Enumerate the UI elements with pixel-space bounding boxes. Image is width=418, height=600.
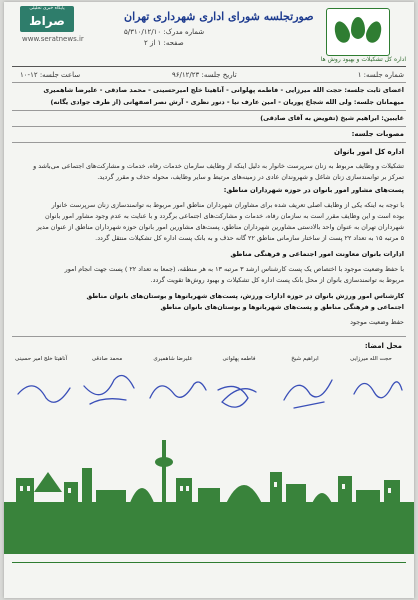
approvals-heading: مصوبات جلسه: xyxy=(351,130,404,138)
p2-line-2: بوده است و این وظایف مقرر است به سازمان رفاه، خدمات و مشارکت‌های اجتماعی برگردد و با عنایت به عدم وجود مشاور امور بانوان xyxy=(45,212,404,220)
p2-line-4: ۵ مرتبه ۱۵ به تعداد ۲۲ پست از ساختار سازمانی مناطق ۲۲ گانه حذف و به بانک پست اداره کل تشکیلات منتقل گردد. xyxy=(95,234,404,242)
signature-name-4: علیرضا شاهمیری xyxy=(153,356,193,362)
signature-scribble-6 xyxy=(18,386,70,402)
tehran-skyline xyxy=(4,432,414,554)
footer-divider xyxy=(12,562,406,563)
general-dept-heading: اداره کل امور بانوان xyxy=(334,148,404,156)
stamp-title: صراط xyxy=(29,14,65,28)
header-divider xyxy=(12,66,406,67)
p2-line-3: شهرداران تهران به عنوان واحد بالادستی مشاورین شهرداران مناطق، پست‌های مشاورین امور بانوان حوزه شهرداران مناطق از عنوان مدیر xyxy=(36,223,404,231)
signature-name-6: آناهیتا خلج امیر حسینی xyxy=(14,356,68,362)
news-stamp xyxy=(20,6,74,32)
absent-divider xyxy=(12,126,406,127)
section-heading-women-offices: ادارات بانوان معاونت امور اجتماعی و فرهنگی مناطق xyxy=(230,250,404,258)
signature-name-5: محمد صادقی xyxy=(91,356,123,362)
signature-scribble-1 xyxy=(354,382,402,398)
signatures-heading: محل امضا: xyxy=(364,342,402,350)
municipality-logo xyxy=(326,8,390,56)
attendees-divider xyxy=(12,110,406,111)
page-number: صفحه: ۱ از ۲ xyxy=(144,39,184,47)
approvals-divider xyxy=(12,142,406,143)
session-date: تاریخ جلسه: ۹۶/۱۲/۲۳ xyxy=(172,71,237,79)
stamp-subtitle: پایگاه خبری تحلیلی xyxy=(29,6,65,11)
signature-scribble-5 xyxy=(84,376,134,405)
document-page xyxy=(4,2,414,598)
members-line: اعضای ثابت جلسه: حجت الله میرزایی - فاطمه پهلوانی - آناهیتا خلج امیرحسینی - محمد صادقی - علیرضا شاهمیری xyxy=(43,86,404,94)
org-subtitle: اداره کل تشکیلات و بهبود روش ها xyxy=(320,56,406,63)
document-title: صورتجلسه شورای اداری شهرداری تهران xyxy=(124,10,314,23)
signature-name-2: ابراهیم شیخ xyxy=(291,356,319,362)
p2-line-1: با توجه به اینکه یکی از وظایف اصلی تعریف شده برای مشاوران شهرداران مناطق امور مربوط به توانمندسازی زنان سرپرست خانوار xyxy=(51,201,404,209)
signatures-ink xyxy=(4,364,414,424)
meta-divider xyxy=(12,82,406,83)
section-heading-advisors: پست‌های مشاور امور بانوان در حوزه شهرداران مناطق: xyxy=(223,186,404,194)
signature-name-3: فاطمه پهلوانی xyxy=(222,356,256,362)
body-divider xyxy=(12,336,406,337)
p4-line: حفظ وضعیت موجود xyxy=(350,318,404,326)
session-time: ساعت جلسه: ۱۲-۱۰ xyxy=(20,71,81,79)
guests-line: میهمانان جلسه: ولی الله شجاع پوریان - امین عارف نیا - دنور نظری - آرش نصر اصفهانی (از طرف جوادی یگانه) xyxy=(50,98,404,106)
p3-line-1: با حفظ وضعیت موجود با اختصاص یک پست کارشناس ارشد ۳ مرتبه ۱۳ به هر منطقه، (جمعا به تعداد ۲۲ ) پست جهت انجام امور xyxy=(64,265,404,273)
p1-line-2: تمرکز بر توانمندسازی زنان شاغل و شهروندان عادی در زمینه‌های مرتبط و سایر وظایف، محوله حذف و مقرر گردید. xyxy=(97,173,404,181)
section-heading-sports: کارشناس امور ورزش بانوان در حوزه ادارات ورزش، پست‌های شهربانوها و بوستان‌های بانوان مناطق xyxy=(86,292,404,300)
p3-line-2: مربوط به توانمندسازی بانوان از محل بانک پست اداره کل تشکیلات و بهبود روش‌ها تقویت گردد. xyxy=(150,276,404,284)
session-number: شماره جلسه: ۱ xyxy=(357,71,404,79)
p1-line-1: تشکیلات و وظایف مربوط به زنان سرپرست خانوار به دلیل اینکه از وظایف سازمان خدمات رفاه، خدمات و مشارکت‌های اجتماعی می‌باشد و xyxy=(33,162,404,170)
signature-scribble-2 xyxy=(284,380,332,408)
signature-name-1: حجت الله میرزایی xyxy=(350,356,392,362)
section-heading-sports-2: اجتماعی و فرهنگی مناطق و پست‌های شهربانوها و بوستان‌های بانوان مناطق xyxy=(160,303,404,311)
document-number: شماره مدرک: ۵/۳۱۰/۱۲/۱۰ xyxy=(124,28,205,36)
signature-scribble-4 xyxy=(150,382,206,398)
signature-scribble-3 xyxy=(218,386,256,407)
watermark-url: www.seratnews.ir xyxy=(22,35,84,43)
absent-line: غایبین: ابراهیم شیخ (تفویض به آقای صادقی) xyxy=(260,114,404,122)
